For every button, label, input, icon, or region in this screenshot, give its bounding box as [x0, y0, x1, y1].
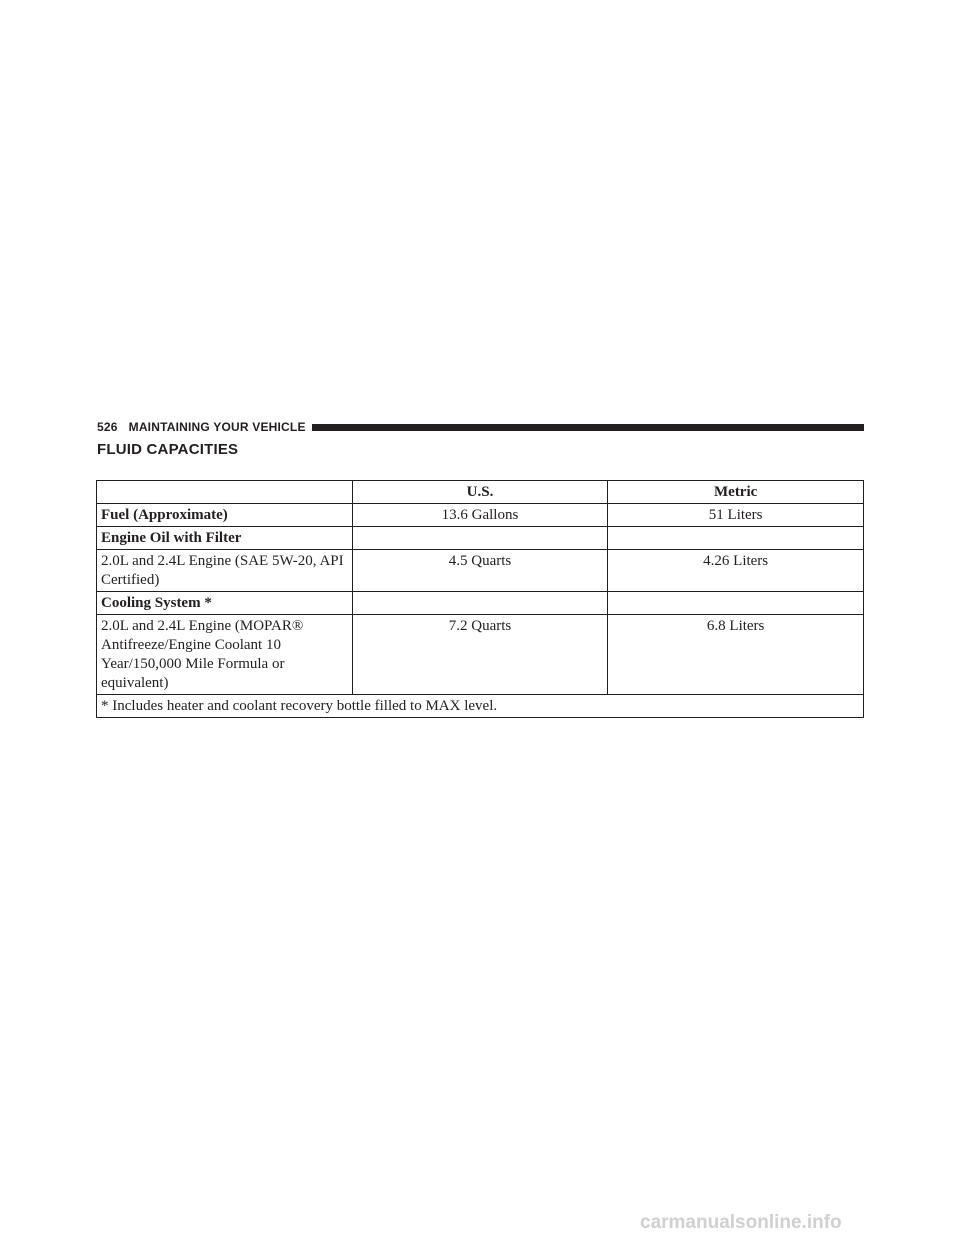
- row-label: 2.0L and 2.4L Engine (SAE 5W-20, API Certified): [97, 550, 353, 592]
- metric-value: [608, 592, 864, 615]
- row-label: Engine Oil with Filter: [97, 527, 353, 550]
- us-value: 7.2 Quarts: [352, 615, 608, 695]
- watermark-text: carmanualsonline.info: [640, 1212, 842, 1233]
- row-label: 2.0L and 2.4L Engine (MOPAR® Antifreeze/Engine Coolant 10 Year/150,000 Mile Formula or equivalent): [97, 615, 353, 695]
- table-row: [97, 592, 864, 615]
- section-title: FLUID CAPACITIES: [97, 441, 239, 458]
- table-row: [97, 527, 864, 550]
- us-value: [352, 592, 608, 615]
- column-header-label: [97, 481, 353, 504]
- us-value: 4.5 Quarts: [352, 550, 608, 592]
- table-row: [97, 615, 864, 695]
- table-row: [97, 550, 864, 592]
- us-value: 13.6 Gallons: [352, 504, 608, 527]
- fluid-capacities-table: [96, 480, 864, 718]
- table-footnote: * Includes heater and coolant recovery bottle filled to MAX level.: [97, 695, 864, 718]
- us-value: [352, 527, 608, 550]
- column-header-metric: Metric: [608, 481, 864, 504]
- table-row: [97, 504, 864, 527]
- metric-value: 51 Liters: [608, 504, 864, 527]
- metric-value: 6.8 Liters: [608, 615, 864, 695]
- column-header-us: U.S.: [352, 481, 608, 504]
- page-header: [97, 418, 864, 436]
- row-label: Cooling System *: [97, 592, 353, 615]
- footnote-row: [97, 695, 864, 718]
- row-label: Fuel (Approximate): [97, 504, 353, 527]
- table-header-row: [97, 481, 864, 504]
- metric-value: [608, 527, 864, 550]
- header-rule: [312, 424, 864, 431]
- metric-value: 4.26 Liters: [608, 550, 864, 592]
- page-number: 526: [97, 420, 118, 434]
- section-name: MAINTAINING YOUR VEHICLE: [128, 420, 306, 434]
